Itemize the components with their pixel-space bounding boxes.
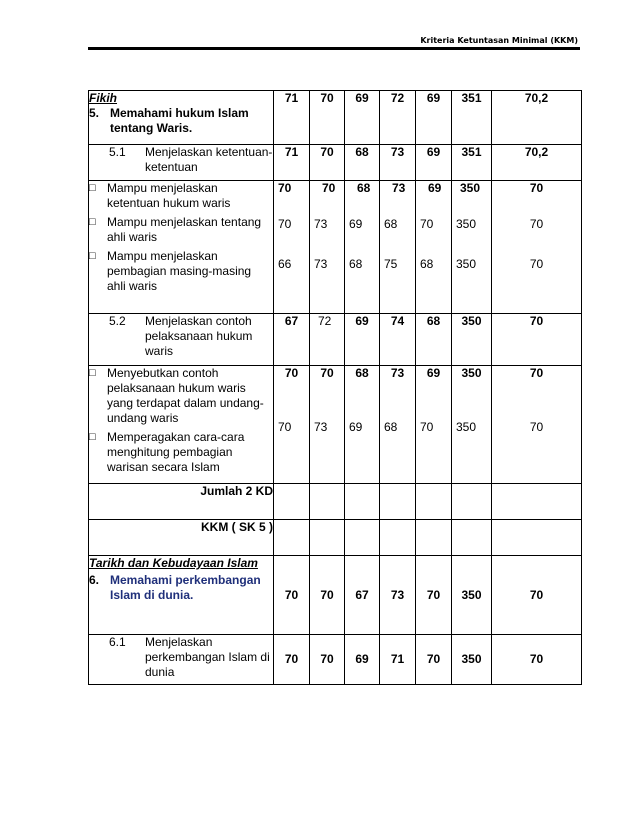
ind51-col <box>310 181 345 314</box>
ind51-value: 69 <box>349 217 363 231</box>
sub52-value: 69 <box>345 314 380 366</box>
kd6-value: 70 <box>274 556 310 635</box>
sub52-number: 5.2 <box>109 314 126 328</box>
kd5-value: 69 <box>416 91 452 145</box>
sub52-value: 74 <box>380 314 416 366</box>
ind52-col <box>492 366 582 484</box>
ind51-value: 70 <box>420 217 434 231</box>
ind52-value: 73 <box>314 420 328 434</box>
empty-cell <box>274 520 310 556</box>
ind52-value: 69 <box>349 420 363 434</box>
sub51-value: 351 <box>452 145 492 181</box>
sub52-value: 350 <box>452 314 492 366</box>
ind52-col <box>274 366 310 484</box>
indicator-item <box>89 215 273 245</box>
ind51-col <box>380 181 416 314</box>
kd6-value: 70 <box>416 556 452 635</box>
jumlah-label: Jumlah 2 KD <box>89 484 274 520</box>
kd6-value: 73 <box>380 556 416 635</box>
sub51-value: 70 <box>310 145 345 181</box>
indicator-text: Mampu menjelaskan ketentuan hukum waris <box>107 181 231 210</box>
empty-cell <box>416 520 452 556</box>
kd5-value: 70,2 <box>492 91 582 145</box>
sub52-text: Menjelaskan contoh pelaksanaan hukum waris <box>145 314 253 358</box>
table-row-sub61 <box>89 635 582 685</box>
indicator-item <box>89 249 273 294</box>
sub61-value: 350 <box>452 635 492 685</box>
sub51-value: 70,2 <box>492 145 582 181</box>
ind52-value: 70 <box>529 420 544 434</box>
square-bullet-icon: □ <box>89 250 96 262</box>
ind52-value: 350 <box>456 420 477 434</box>
ind51-value: 68 <box>357 181 371 195</box>
indicator-item <box>89 181 273 211</box>
indicator-text: Mampu menjelaskan pembagian masing-masing ahli waris <box>107 249 252 293</box>
sub51-number: 5.1 <box>109 145 126 159</box>
kd6-number: 6. <box>89 573 100 587</box>
ind52-col <box>345 366 380 484</box>
ind51-value: 70 <box>278 217 292 231</box>
square-bullet-icon: □ <box>89 367 96 379</box>
ind52-value: 73 <box>390 366 405 380</box>
ind51-value: 75 <box>384 257 398 271</box>
sub51-value: 68 <box>345 145 380 181</box>
sub52-value: 68 <box>416 314 452 366</box>
kd5-value: 69 <box>345 91 380 145</box>
sub61-row <box>89 635 273 680</box>
ind51-value: 70 <box>529 181 544 195</box>
empty-cell <box>380 520 416 556</box>
sub51-row <box>89 145 273 175</box>
indicator-text: Menyebutkan contoh pelaksanaan hukum waris yang terdapat dalam undang-undang waris <box>107 366 264 425</box>
ind52-value: 69 <box>426 366 441 380</box>
section-heading-fikih: Fikih <box>89 91 118 105</box>
ind51-value: 350 <box>456 257 477 271</box>
sub61-value: 71 <box>380 635 416 685</box>
section-heading-tarikh: Tarikh dan Kebudayaan Islam <box>89 556 258 570</box>
empty-cell <box>274 484 310 520</box>
sub61-value: 70 <box>274 635 310 685</box>
empty-cell <box>345 520 380 556</box>
kd5-number: 5. <box>89 106 100 120</box>
table-row-kkm <box>89 520 582 556</box>
header-title: Kriteria Ketuntasan Minimal (KKM) <box>420 36 578 45</box>
kd6-desc-cell <box>89 556 274 635</box>
table-row-sub52 <box>89 314 582 366</box>
empty-cell <box>416 484 452 520</box>
ind51-value: 73 <box>392 181 406 195</box>
empty-cell <box>492 484 582 520</box>
square-bullet-icon: □ <box>89 182 96 194</box>
kd5-value: 351 <box>452 91 492 145</box>
sub61-value: 69 <box>345 635 380 685</box>
sub61-number: 6.1 <box>109 635 126 649</box>
ind51-value: 70 <box>322 181 336 195</box>
ind52-value: 350 <box>461 366 482 380</box>
sub61-value: 70 <box>492 635 582 685</box>
kd6-value: 350 <box>452 556 492 635</box>
ind52-col <box>416 366 452 484</box>
empty-cell <box>380 484 416 520</box>
ind52-col <box>380 366 416 484</box>
sub52-value: 67 <box>274 314 310 366</box>
indicator-item <box>89 430 273 475</box>
ind52-value: 70 <box>284 366 299 380</box>
ind52-value: 68 <box>384 420 398 434</box>
sub51-text: Menjelaskan ketentuan-ketentuan <box>145 145 273 174</box>
ind52-value: 68 <box>355 366 369 380</box>
indicator-item <box>89 366 273 426</box>
table-row-jumlah <box>89 484 582 520</box>
ind52-col <box>310 366 345 484</box>
kkm-table <box>88 90 582 685</box>
ind51-value: 68 <box>420 257 434 271</box>
ind51-value: 70 <box>529 217 544 231</box>
ind52-value: 70 <box>278 420 292 434</box>
header-rule <box>88 47 580 50</box>
indicator-text: Mampu menjelaskan tentang ahli waris <box>107 215 262 244</box>
kd5-value: 71 <box>274 91 310 145</box>
sub61-value: 70 <box>416 635 452 685</box>
ind51-value: 73 <box>314 217 328 231</box>
kd6-row <box>89 573 273 603</box>
sub61-desc-cell <box>89 635 274 685</box>
sub61-value: 70 <box>310 635 345 685</box>
ind51-value: 350 <box>456 217 477 231</box>
kd5-desc-cell <box>89 91 274 145</box>
ind51-desc-cell <box>89 181 274 314</box>
sub51-value: 69 <box>416 145 452 181</box>
ind52-value: 70 <box>320 366 334 380</box>
sub51-value: 71 <box>274 145 310 181</box>
square-bullet-icon: □ <box>89 431 96 443</box>
table-row-ind52 <box>89 366 582 484</box>
ind51-value: 70 <box>529 257 544 271</box>
ind51-value: 70 <box>278 181 292 195</box>
empty-cell <box>310 484 345 520</box>
sub51-value: 73 <box>380 145 416 181</box>
empty-cell <box>452 484 492 520</box>
table-row-kd5 <box>89 91 582 145</box>
ind51-col <box>492 181 582 314</box>
kd5-value: 72 <box>380 91 416 145</box>
ind51-value: 68 <box>384 217 398 231</box>
empty-cell <box>345 484 380 520</box>
table-row-sub51 <box>89 145 582 181</box>
kd5-text: Memahami hukum Islam tentang Waris. <box>110 106 249 135</box>
sub52-desc-cell <box>89 314 274 366</box>
empty-cell <box>452 520 492 556</box>
empty-cell <box>310 520 345 556</box>
sub51-desc-cell <box>89 145 274 181</box>
ind52-value: 70 <box>420 420 434 434</box>
ind52-col <box>452 366 492 484</box>
empty-cell <box>492 520 582 556</box>
square-bullet-icon: □ <box>89 216 96 228</box>
kd5-value: 70 <box>310 91 345 145</box>
ind52-value: 70 <box>529 366 544 380</box>
sub52-value: 72 <box>310 314 345 366</box>
ind51-col <box>416 181 452 314</box>
kkm-label: KKM ( SK 5 ) <box>89 520 274 556</box>
ind51-col <box>274 181 310 314</box>
kd6-value: 70 <box>310 556 345 635</box>
ind51-value: 350 <box>460 181 481 195</box>
ind51-value: 73 <box>314 257 328 271</box>
ind52-desc-cell <box>89 366 274 484</box>
sub52-row <box>89 314 273 359</box>
ind51-col <box>345 181 380 314</box>
ind51-value: 66 <box>278 257 292 271</box>
kd6-value: 70 <box>492 556 582 635</box>
ind51-value: 69 <box>428 181 442 195</box>
sub61-text: Menjelaskan perkembangan Islam di dunia <box>145 635 270 679</box>
kd5-row <box>89 106 273 136</box>
kd6-value: 67 <box>345 556 380 635</box>
kd6-text: Memahami perkembangan Islam di dunia. <box>110 573 261 602</box>
indicator-text: Memperagakan cara-cara menghitung pembagian warisan secara Islam <box>107 430 245 474</box>
table-row-ind51 <box>89 181 582 314</box>
ind51-col <box>452 181 492 314</box>
ind51-value: 68 <box>349 257 363 271</box>
table-row-kd6 <box>89 556 582 635</box>
sub52-value: 70 <box>492 314 582 366</box>
